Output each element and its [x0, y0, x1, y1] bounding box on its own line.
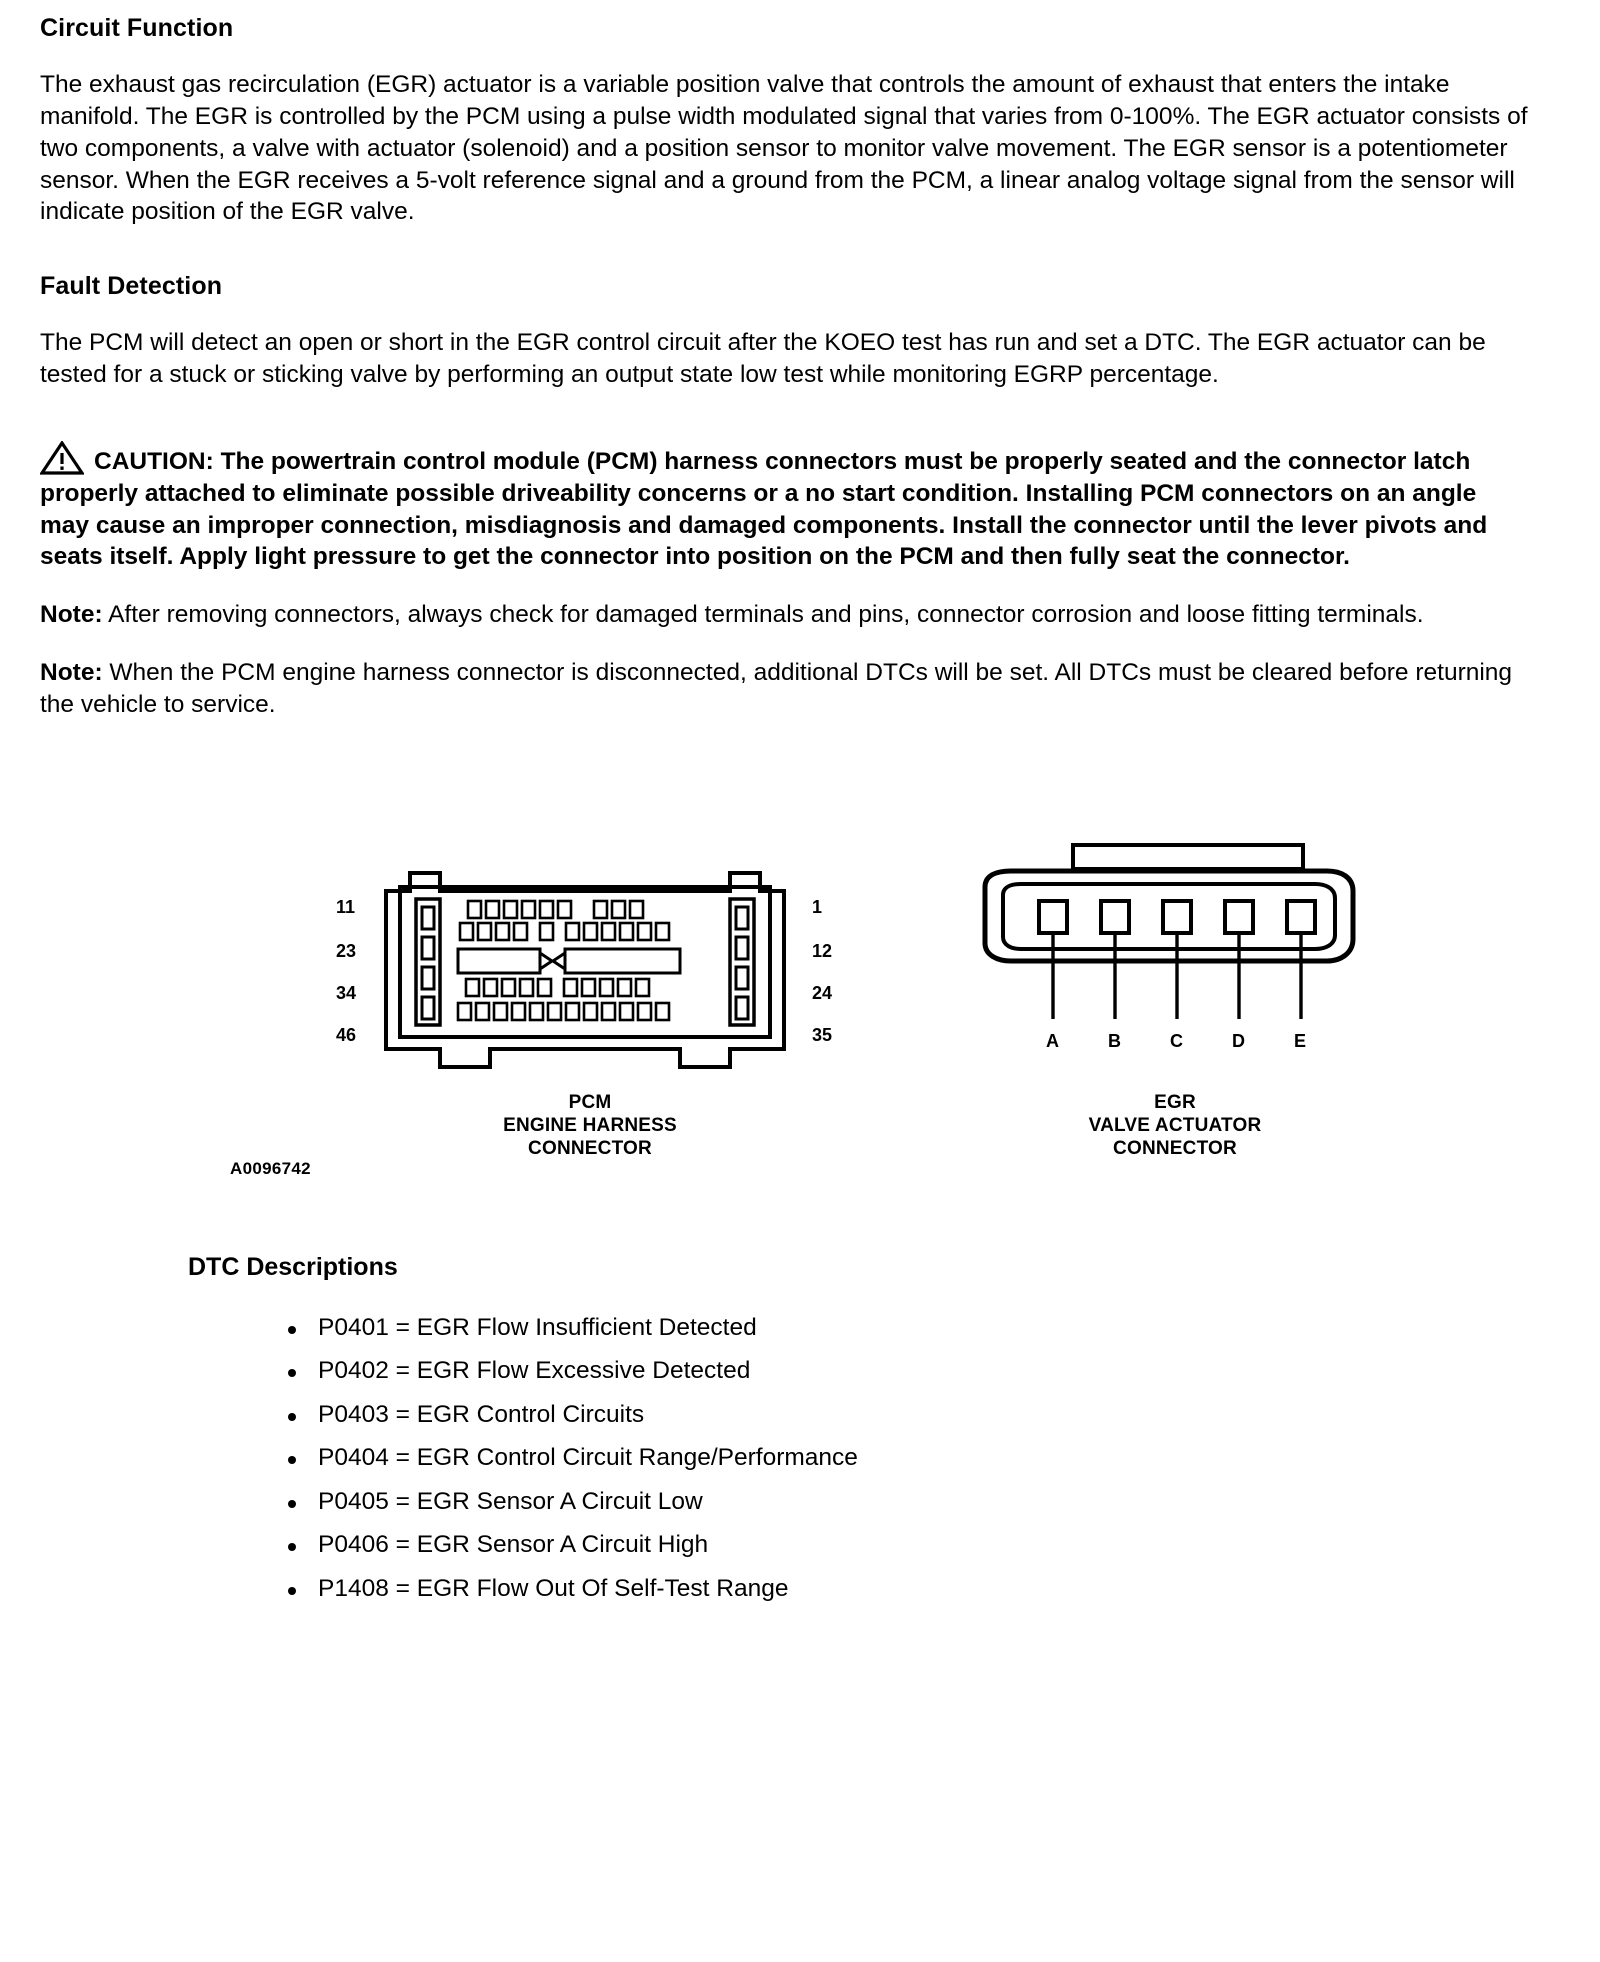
pcm-caption-line2: ENGINE HARNESS	[503, 1114, 677, 1136]
pcm-pin-label-1: 1	[812, 896, 823, 917]
pcm-connector-caption	[415, 1091, 765, 1161]
pcm-pin-label-24: 24	[812, 982, 833, 1003]
list-item: P0405 = EGR Sensor A Circuit Low	[288, 1490, 1560, 1515]
note-one-text: After removing connectors, always check for damaged terminals and pins, connector corrosion and loose fitting terminals.	[102, 601, 1424, 629]
circuit-function-paragraph: The exhaust gas recirculation (EGR) actuator is a variable position valve that controls the amount of exhaust that enters the intake manifold. The EGR is controlled by the PCM using a pulse width modulated signal that varies from 0-100%. The EGR actuator consists of two components, a valve with actuator (solenoid) and a position sensor to monitor valve movement. The EGR sensor is a potentiometer sensor. When the EGR receives a 5-volt reference signal and a ground from the PCM, a linear analog voltage signal from the sensor will indicate position of the EGR valve.	[40, 71, 1528, 226]
note-two	[40, 657, 1532, 721]
note-one	[40, 599, 1532, 631]
note-two-label: Note:	[40, 659, 103, 687]
egr-pin-label-a: A	[1046, 1030, 1059, 1051]
list-item: P1408 = EGR Flow Out Of Self-Test Range	[288, 1577, 1560, 1602]
note-two-text: When the PCM engine harness connector is disconnected, additional DTCs will be set. All DTCs must be cleared before returning the vehicle to service.	[40, 659, 1513, 718]
pcm-pin-label-46: 46	[336, 1024, 357, 1045]
pcm-caption-line1: PCM	[568, 1091, 612, 1113]
pcm-pin-label-23: 23	[336, 940, 357, 961]
list-item: P0403 = EGR Control Circuits	[288, 1403, 1560, 1428]
note-one-label: Note:	[40, 601, 103, 629]
connector-figure	[40, 791, 1560, 1181]
list-item: P0401 = EGR Flow Insufficient Detected	[288, 1316, 1560, 1341]
egr-caption-line1: EGR	[1154, 1091, 1196, 1113]
circuit-function-heading: Circuit Function	[40, 14, 234, 42]
egr-connector-drawing	[955, 841, 1375, 1071]
pcm-caption-line3: CONNECTOR	[528, 1138, 652, 1160]
pcm-pin-label-35: 35	[812, 1024, 833, 1045]
list-item: P0402 = EGR Flow Excessive Detected	[288, 1359, 1560, 1384]
pcm-pin-label-11: 11	[336, 896, 356, 917]
figure-id-label: A0096742	[230, 1158, 311, 1178]
egr-pin-label-b: B	[1108, 1030, 1121, 1051]
egr-caption-line2: VALVE ACTUATOR	[1088, 1114, 1262, 1136]
warning-triangle-icon	[40, 441, 84, 475]
fault-detection-heading: Fault Detection	[40, 272, 223, 301]
dtc-list	[40, 1313, 1560, 1602]
egr-caption-line3: CONNECTOR	[1113, 1138, 1237, 1160]
pcm-pin-label-12: 12	[812, 940, 833, 961]
egr-pin-label-d: D	[1232, 1030, 1245, 1051]
fault-detection-paragraph: The PCM will detect an open or short in the EGR control circuit after the KOEO test has run and set a DTC. The EGR actuator can be tested for a stuck or sticking valve by performing an output state low test while monitoring EGRP percentage.	[40, 329, 1486, 389]
egr-connector-caption	[1005, 1091, 1345, 1161]
list-item: P0404 = EGR Control Circuit Range/Performance	[288, 1446, 1560, 1471]
list-item: P0406 = EGR Sensor A Circuit High	[288, 1533, 1560, 1558]
caution-paragraph	[40, 441, 1532, 573]
caution-text: CAUTION: The powertrain control module (PCM) harness connectors must be properly seated and the connector latch properly attached to eliminate possible driveability concerns or a no start condition. Installing PCM connectors on an angle may cause an improper connection, misdiagnosis and damaged components. Install the connector until the lever pivots and seats itself. Apply light pressure to get the connector into position on the PCM and then fully seat the connector.	[40, 447, 1488, 571]
egr-pin-label-e: E	[1294, 1030, 1307, 1051]
pcm-connector-drawing	[380, 853, 800, 1093]
egr-pin-label-c: C	[1170, 1030, 1183, 1051]
pcm-pin-label-34: 34	[336, 982, 357, 1003]
caution-block	[40, 441, 1560, 573]
dtc-descriptions-heading: DTC Descriptions	[188, 1252, 398, 1281]
